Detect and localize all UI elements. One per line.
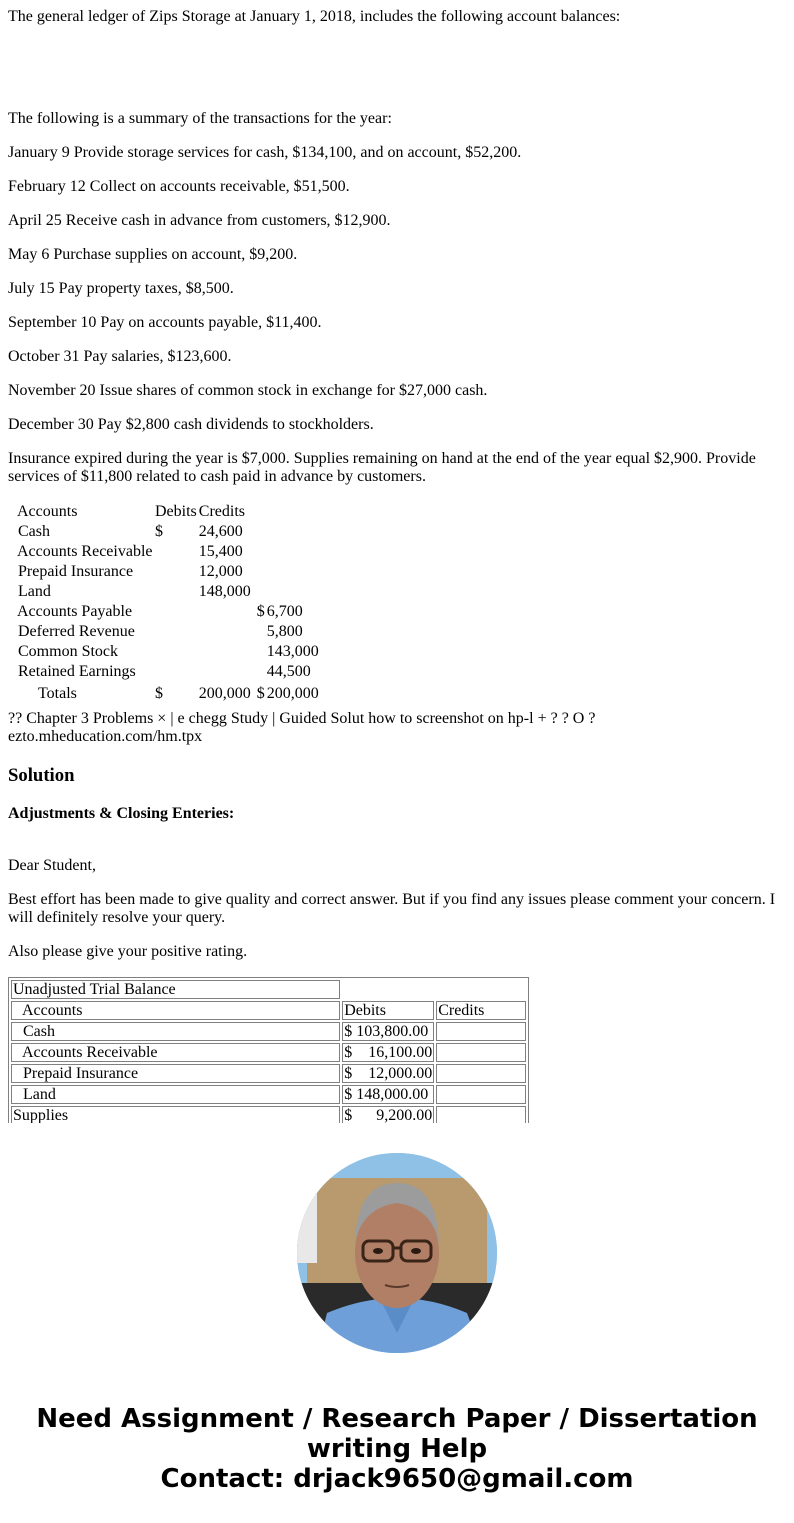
debit-value: 12,000 — [198, 563, 243, 580]
account-name: Prepaid Insurance — [11, 1064, 340, 1083]
transaction-item: February 12 Collect on accounts receivable, $51,500. — [8, 178, 350, 195]
credit-value — [436, 1106, 526, 1123]
intro-text: The general ledger of Zips Storage at January 1, 2018, includes the following account balances: — [8, 8, 621, 25]
promo-banner — [0, 1404, 794, 1494]
credit-value: 5,800 — [266, 623, 303, 640]
debit-value: 15,400 — [198, 543, 243, 560]
credit-value: 143,000 — [266, 643, 319, 660]
debit-value: $ 16,100.00 — [344, 1044, 433, 1061]
debit-total: 200,000 — [198, 685, 251, 702]
summary-intro: The following is a summary of the transactions for the year: — [8, 110, 392, 127]
debit-sign — [154, 562, 198, 582]
author-portrait-icon — [297, 1153, 497, 1353]
table-row — [11, 1043, 526, 1062]
quality-note: Best effort has been made to give quality and correct answer. But if you find any issues please comment your concern. I will definitely resolve your query. — [8, 891, 776, 926]
account-name: Cash — [11, 1022, 340, 1041]
debit-sign: $ — [155, 523, 163, 540]
debit-sign — [154, 662, 198, 682]
rating-request: Also please give your positive rating. — [8, 943, 248, 960]
transaction-item: April 25 Receive cash in advance from customers, $12,900. — [8, 212, 391, 229]
promo-contact: Contact: drjack9650@gmail.com — [160, 1464, 634, 1494]
opening-balances-table — [8, 502, 320, 706]
debit-value: $ 148,000.00 — [342, 1085, 434, 1104]
credit-value — [266, 542, 320, 562]
account-name: Deferred Revenue — [18, 623, 135, 640]
debit-sign — [154, 582, 198, 602]
debit-value — [198, 602, 256, 622]
debit-value — [198, 662, 256, 682]
credit-value — [266, 562, 320, 582]
account-name: Accounts Receivable — [17, 543, 153, 560]
debit-value — [198, 642, 256, 662]
credit-sign — [256, 642, 266, 662]
ledger-row — [8, 542, 320, 562]
credit-value — [436, 1064, 526, 1083]
ledger-header-row — [8, 502, 320, 522]
header-debits: Debits — [155, 503, 197, 520]
header-debits: Debits — [342, 1001, 434, 1020]
credit-sign — [256, 582, 266, 602]
table-row — [11, 1106, 526, 1123]
credit-value — [436, 1085, 526, 1104]
debit-sign: $ — [155, 685, 163, 702]
header-credits: Credits — [198, 503, 245, 520]
credit-sign: $ — [256, 685, 265, 702]
transaction-item: October 31 Pay salaries, $123,600. — [8, 348, 232, 365]
account-name: Land — [11, 1085, 340, 1104]
table-row — [11, 1022, 526, 1041]
adjustments-note: Insurance expired during the year is $7,000. Supplies remaining on hand at the end of the year equal $2,900. Provide services of $11,800 related to cash paid in advance by customers. — [8, 450, 756, 485]
account-name: Retained Earnings — [18, 663, 136, 680]
ledger-row — [8, 662, 320, 682]
transaction-item: November 20 Issue shares of common stock in exchange for $27,000 cash. — [8, 382, 488, 399]
solution-heading: Solution — [8, 765, 75, 786]
credit-sign — [256, 522, 266, 542]
credit-sign — [256, 662, 266, 682]
totals-label: Totals — [38, 685, 77, 702]
transaction-item: May 6 Purchase supplies on account, $9,200. — [8, 246, 298, 263]
promo-line-2: writing Help — [306, 1434, 488, 1464]
credit-sign — [256, 542, 266, 562]
debit-sign — [154, 642, 198, 662]
ledger-totals-row — [8, 682, 320, 706]
credit-sign — [256, 622, 266, 642]
ledger-row — [8, 642, 320, 662]
debit-value: 24,600 — [198, 523, 243, 540]
browser-tabs-text: ?? Chapter 3 Problems × | e chegg Study | Guided Solut how to screenshot on hp-l + ? ? O ? — [8, 710, 596, 727]
debit-sign — [154, 542, 198, 562]
table-title: Unadjusted Trial Balance — [11, 980, 340, 999]
account-name: Accounts Payable — [17, 603, 133, 620]
table-row — [11, 1064, 526, 1083]
greeting: Dear Student, — [8, 857, 96, 874]
debit-value: $ 103,800.00 — [342, 1022, 434, 1041]
account-name: Prepaid Insurance — [18, 563, 134, 580]
table-title-row — [11, 980, 526, 999]
credit-value — [436, 1022, 526, 1041]
debit-value — [198, 622, 256, 642]
ledger-row — [8, 562, 320, 582]
credit-value: 6,700 — [266, 603, 303, 620]
account-name: Supplies — [11, 1106, 340, 1123]
debit-sign — [154, 602, 198, 622]
debit-value: $ 9,200.00 — [344, 1107, 433, 1123]
account-name: Accounts Receivable — [11, 1043, 340, 1062]
header-accounts: Accounts — [11, 1001, 340, 1020]
ledger-row — [8, 622, 320, 642]
table-row — [11, 1085, 526, 1104]
credit-sign — [256, 602, 266, 622]
ledger-row — [8, 582, 320, 602]
header-accounts: Accounts — [17, 503, 78, 520]
debit-sign — [154, 622, 198, 642]
credit-value: 44,500 — [266, 663, 311, 680]
credit-value — [266, 582, 320, 602]
unadjusted-trial-balance-table — [8, 977, 529, 1123]
account-name: Cash — [18, 523, 50, 540]
credit-total: 200,000 — [266, 685, 319, 702]
table-header-row — [11, 1001, 526, 1020]
ledger-row — [8, 602, 320, 622]
browser-url-text: ezto.mheducation.com/hm.tpx — [8, 728, 203, 745]
debit-value: 148,000 — [198, 583, 251, 600]
credit-sign — [256, 562, 266, 582]
solution-subheading: Adjustments & Closing Enteries: — [8, 805, 235, 822]
credit-value — [436, 1043, 526, 1062]
transaction-item: September 10 Pay on accounts payable, $11,400. — [8, 314, 322, 331]
header-credits: Credits — [436, 1001, 526, 1020]
debit-value: $ 12,000.00 — [344, 1065, 433, 1082]
credit-value — [266, 522, 320, 542]
author-avatar — [297, 1153, 497, 1353]
transaction-item: December 30 Pay $2,800 cash dividends to stockholders. — [8, 416, 374, 433]
transaction-item: July 15 Pay property taxes, $8,500. — [8, 280, 234, 297]
promo-line-1: Need Assignment / Research Paper / Dissertation — [36, 1404, 758, 1434]
account-name: Common Stock — [18, 643, 119, 660]
credit-sign-text: $ — [256, 603, 265, 620]
ledger-row — [8, 522, 320, 542]
account-name: Land — [18, 583, 51, 600]
transaction-item: January 9 Provide storage services for cash, $134,100, and on account, $52,200. — [8, 144, 522, 161]
